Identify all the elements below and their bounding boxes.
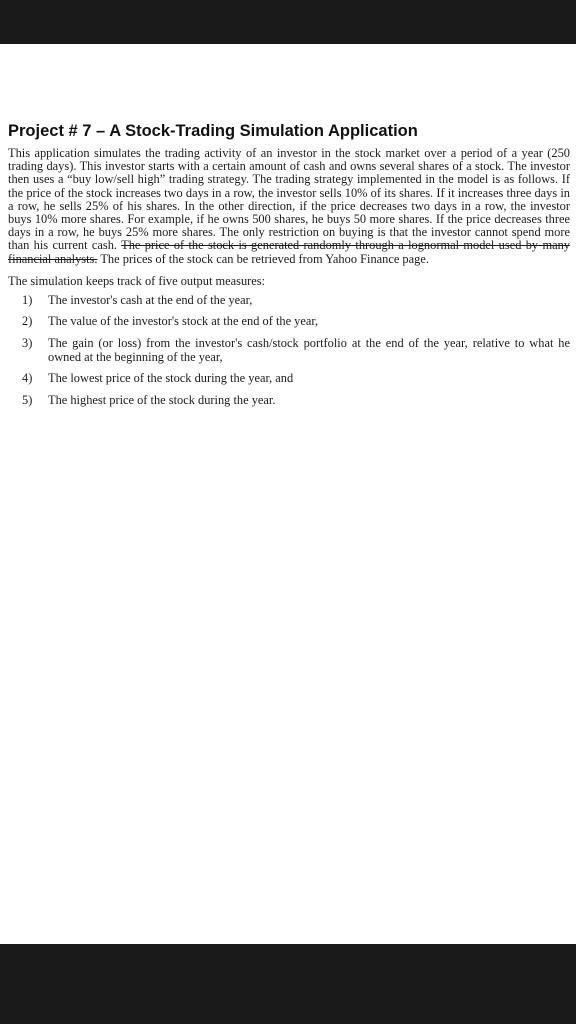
list-item: [22, 294, 570, 308]
bottom-bar: [0, 944, 576, 1024]
description-paragraph: [8, 147, 570, 266]
list-item: [22, 315, 570, 329]
page-title: Project # 7 – A Stock-Trading Simulation Application: [8, 122, 418, 140]
list-item-text: The value of the investor's stock at the end of the year,: [48, 314, 319, 329]
description-text: This application simulates the trading activity of an investor in the stock market over a period of a year (250 trading days). This investor starts with a certain amount of cash and owns several shares of a stock. The investor then uses a “buy low/sell high” trading strategy. The trading strategy implemented in the model is as follows. If the price of the stock increases two days in a row, the investor sells 10% of its shares. If it increases three days in a row, he sells 25% of his shares. In the other direction, if the price decreases two days in a row, the investor buys 10% more shares. For example, if he owns 500 shares, he buys 50 more shares. If the price decreases three days in a row, he buys 25% more shares. The only restriction on buying is that the investor cannot spend more than his current cash.: [8, 146, 570, 253]
list-item: [22, 394, 570, 408]
list-item-number: 2): [22, 314, 33, 329]
measures-intro: The simulation keeps track of five output measures:: [8, 273, 266, 288]
document-content: [8, 122, 570, 415]
list-item-text: The investor's cash at the end of the year,: [48, 292, 253, 307]
list-item-number: 4): [22, 371, 33, 386]
list-item: [22, 337, 570, 364]
struck-text: The price of the stock is generated randomly through a lognormal model used by many financial analysts.: [8, 238, 570, 266]
list-item-text: The lowest price of the stock during the year, and: [48, 371, 294, 386]
measures-list: [8, 294, 570, 408]
list-item-text: The gain (or loss) from the investor's cash/stock portfolio at the end of the year, relative to what he owned at the beginning of the year,: [48, 336, 570, 364]
list-item-text: The highest price of the stock during the year.: [48, 392, 276, 407]
list-item: [22, 372, 570, 386]
list-item-number: 1): [22, 292, 33, 307]
description-text-end: The prices of the stock can be retrieved from Yahoo Finance page.: [97, 251, 429, 266]
top-bar: [0, 0, 576, 44]
list-item-number: 3): [22, 336, 33, 351]
list-item-number: 5): [22, 392, 33, 407]
